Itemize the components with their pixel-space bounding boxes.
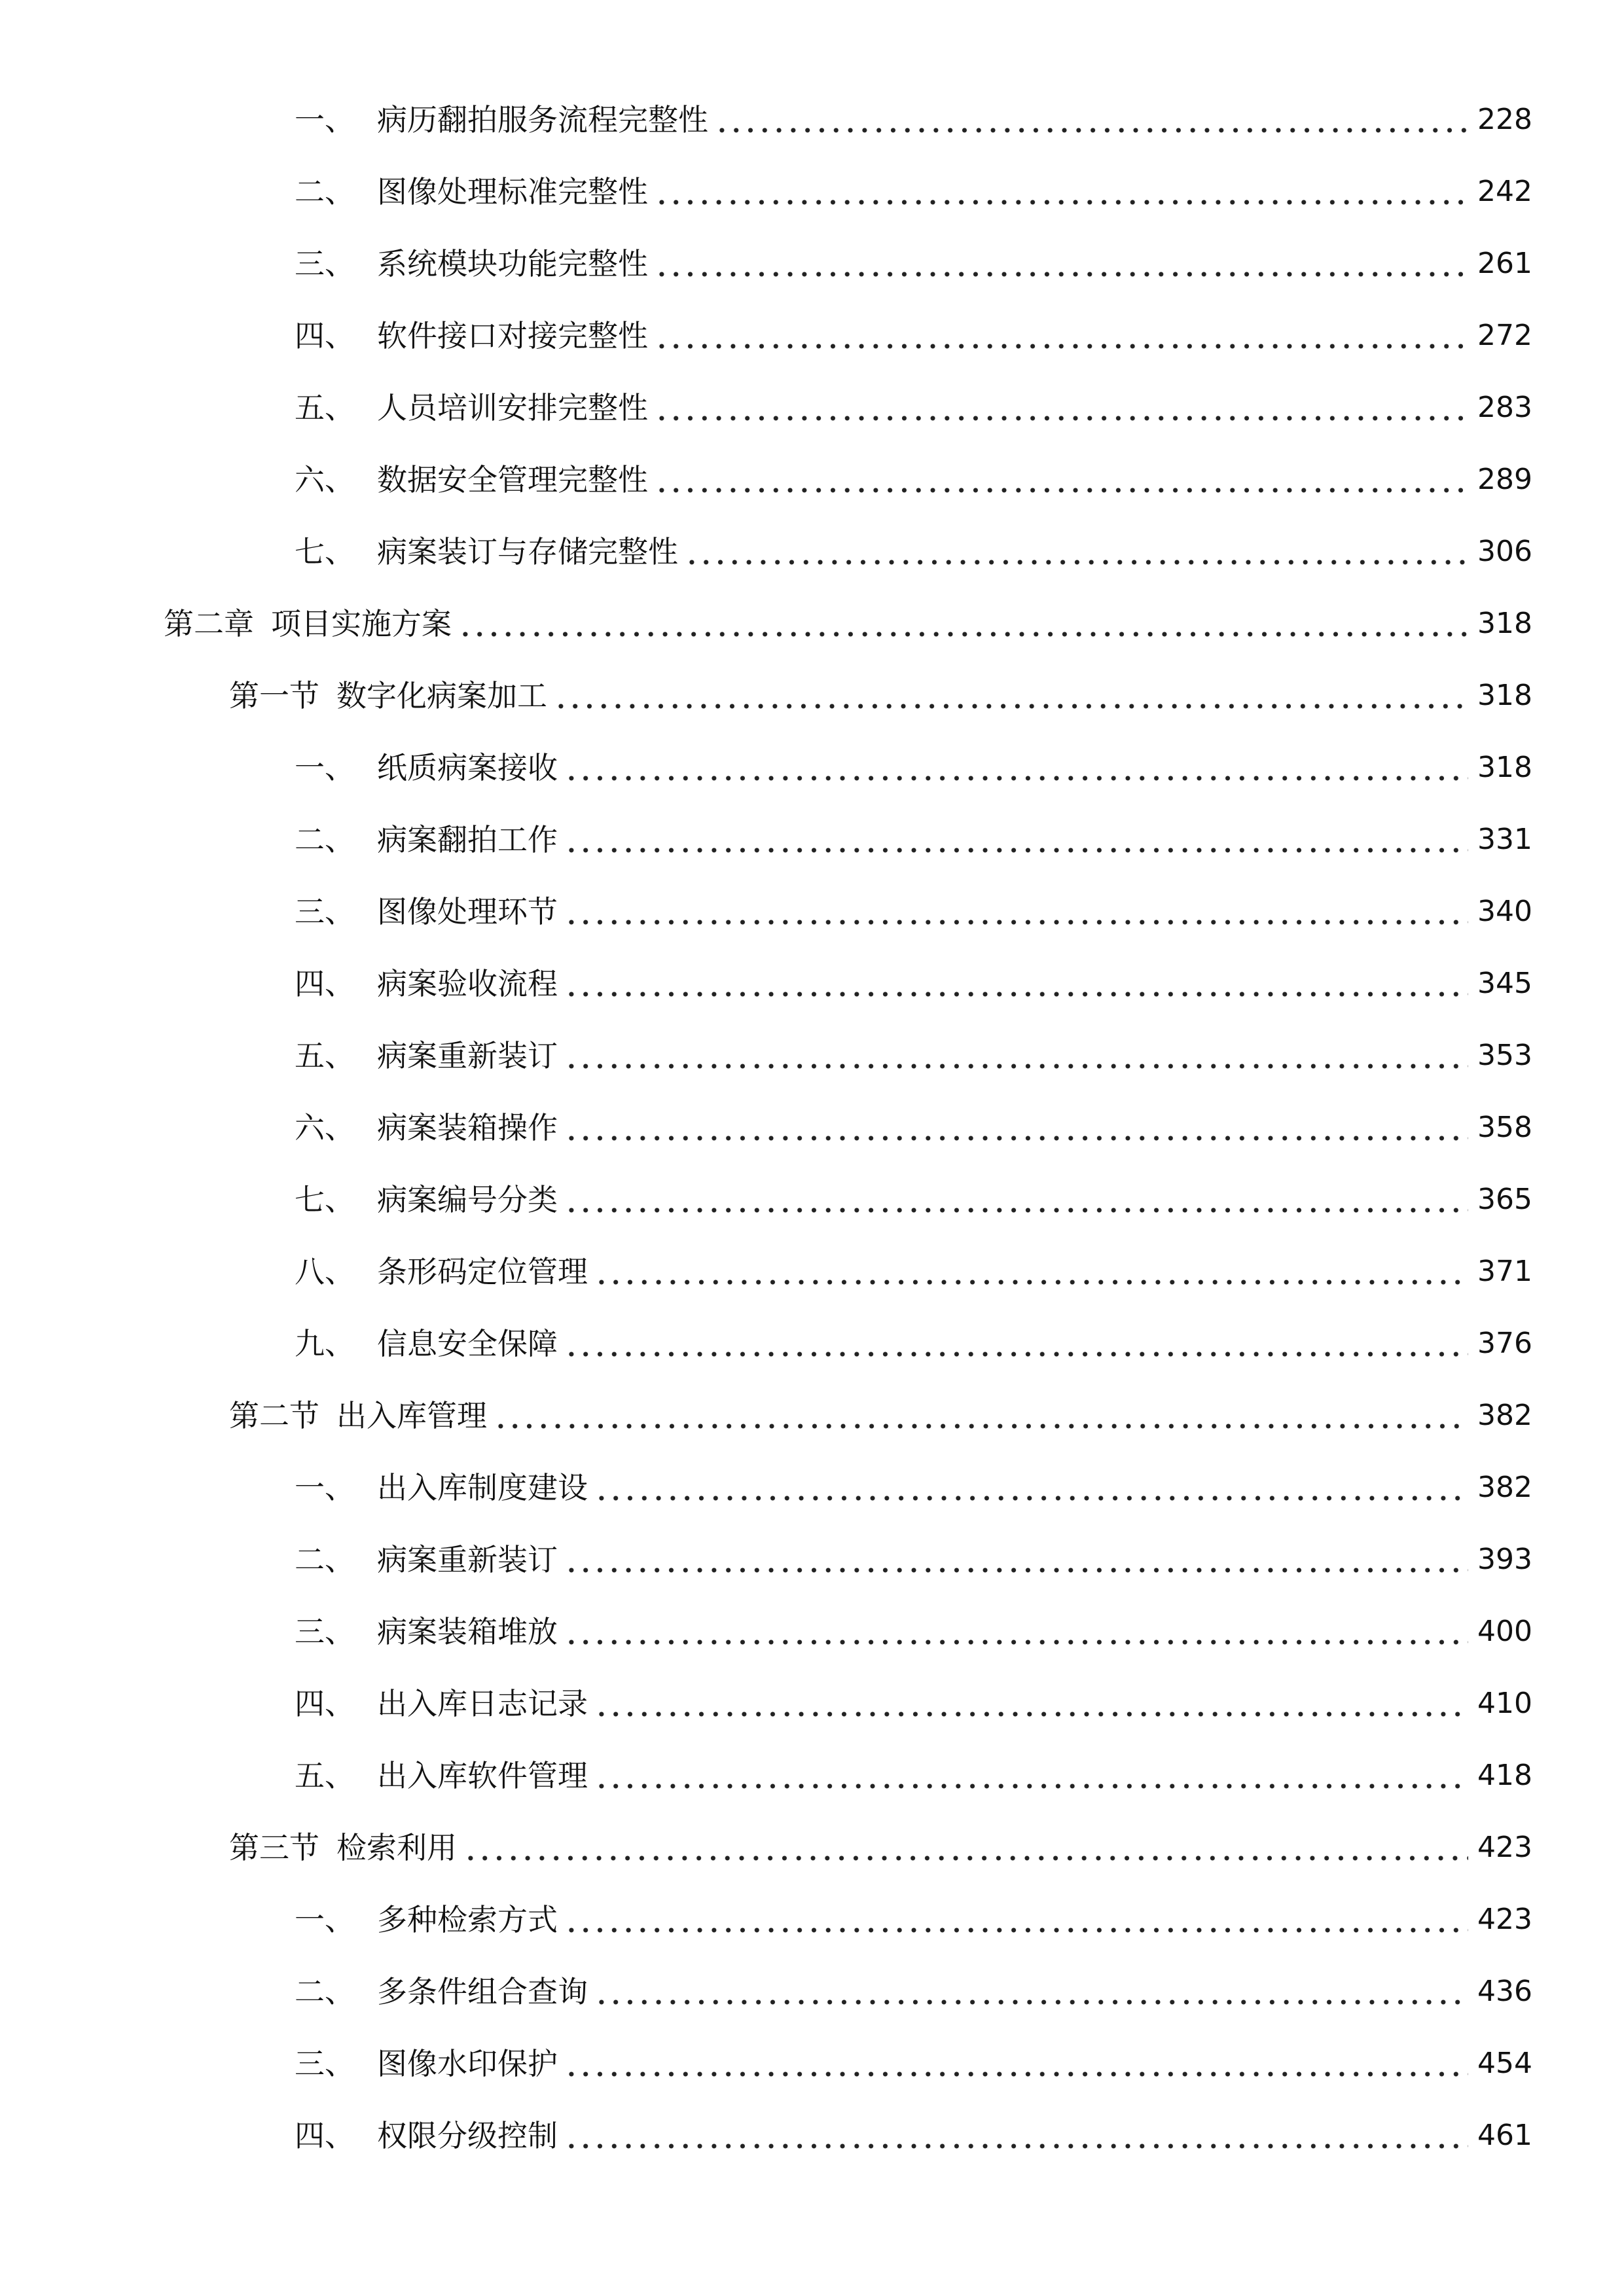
dot-leader xyxy=(715,84,1468,156)
toc-entry-line xyxy=(295,84,1532,156)
toc-entry-line xyxy=(295,1236,1532,1308)
toc-entry-line xyxy=(295,300,1532,372)
toc-entry-line xyxy=(295,804,1532,876)
toc-entry-page-number: 358 xyxy=(1477,1111,1532,1144)
toc-item-entry[interactable] xyxy=(0,1524,1624,1596)
toc-entry-line xyxy=(295,1020,1532,1092)
toc-entry-number: 二、 xyxy=(295,1542,355,1577)
toc-entry-page-number: 318 xyxy=(1477,607,1532,640)
dot-leader xyxy=(564,948,1468,1020)
dot-leader xyxy=(655,372,1468,444)
dot-leader xyxy=(685,516,1468,588)
toc-entry-title: 多种检索方式 xyxy=(377,1902,558,1937)
toc-entry-line xyxy=(295,156,1532,228)
dot-leader xyxy=(564,732,1468,804)
toc-entry-page-number: 353 xyxy=(1477,1039,1532,1072)
toc-entry-line xyxy=(295,228,1532,300)
toc-item-entry[interactable] xyxy=(0,1308,1624,1380)
toc-entry-page-number: 340 xyxy=(1477,895,1532,928)
toc-item-entry[interactable] xyxy=(0,1956,1624,2028)
toc-item-entry[interactable] xyxy=(0,2100,1624,2172)
toc-item-entry[interactable] xyxy=(0,876,1624,948)
toc-entry-line xyxy=(164,588,1532,660)
toc-item-entry[interactable] xyxy=(0,1092,1624,1164)
toc-entry-line xyxy=(295,876,1532,948)
toc-entry-title: 项目实施方案 xyxy=(271,606,452,641)
toc-entry-title: 数据安全管理完整性 xyxy=(377,462,648,497)
toc-entry-title: 病历翻拍服务流程完整性 xyxy=(377,102,708,137)
toc-entry-title: 病案装订与存储完整性 xyxy=(377,534,678,569)
toc-item-entry[interactable] xyxy=(0,84,1624,156)
toc-entry-page-number: 423 xyxy=(1477,1903,1532,1936)
toc-entry-title: 出入库日志记录 xyxy=(377,1686,588,1721)
toc-entry-page-number: 376 xyxy=(1477,1327,1532,1360)
toc-entry-line xyxy=(295,2100,1532,2172)
toc-entry-line xyxy=(295,1308,1532,1380)
toc-item-entry[interactable] xyxy=(0,1740,1624,1812)
dot-leader xyxy=(594,1668,1468,1740)
toc-item-entry[interactable] xyxy=(0,1236,1624,1308)
toc-entry-line xyxy=(295,1524,1532,1596)
toc-entry-page-number: 454 xyxy=(1477,2047,1532,2080)
toc-section-entry[interactable] xyxy=(0,660,1624,732)
toc-entry-number: 三、 xyxy=(295,1614,355,1649)
toc-entry-page-number: 242 xyxy=(1477,175,1532,208)
toc-entry-number: 二、 xyxy=(295,174,355,209)
dot-leader xyxy=(564,1884,1468,1956)
toc-entry-title: 权限分级控制 xyxy=(377,2118,558,2153)
toc-entry-page-number: 365 xyxy=(1477,1183,1532,1216)
toc-entry-number: 一、 xyxy=(295,1902,355,1937)
toc-item-entry[interactable] xyxy=(0,1884,1624,1956)
toc-entry-number: 三、 xyxy=(295,2046,355,2081)
dot-leader xyxy=(564,1596,1468,1668)
toc-item-entry[interactable] xyxy=(0,300,1624,372)
dot-leader xyxy=(564,1524,1468,1596)
toc-entry-title: 纸质病案接收 xyxy=(377,750,558,785)
toc-entry-title: 条形码定位管理 xyxy=(377,1254,588,1289)
toc-entry-number: 五、 xyxy=(295,1758,355,1793)
toc-entry-line xyxy=(295,1596,1532,1668)
toc-entry-number: 一、 xyxy=(295,750,355,785)
dot-leader xyxy=(594,1452,1468,1524)
toc-entry-page-number: 261 xyxy=(1477,247,1532,280)
toc-entry-number: 六、 xyxy=(295,1110,355,1145)
dot-leader xyxy=(463,1812,1468,1884)
toc-entry-page-number: 461 xyxy=(1477,2119,1532,2152)
toc-item-entry[interactable] xyxy=(0,1668,1624,1740)
toc-entry-title: 系统模块功能完整性 xyxy=(377,246,648,281)
toc-item-entry[interactable] xyxy=(0,1164,1624,1236)
toc-entry-page-number: 283 xyxy=(1477,391,1532,424)
dot-leader xyxy=(494,1380,1468,1452)
dot-leader xyxy=(564,804,1468,876)
toc-entry-page-number: 382 xyxy=(1477,1399,1532,1432)
toc-entry-title: 图像水印保护 xyxy=(377,2046,558,2081)
toc-entry-title: 出入库管理 xyxy=(336,1398,487,1433)
toc-entry-title: 病案验收流程 xyxy=(377,966,558,1001)
toc-item-entry[interactable] xyxy=(0,804,1624,876)
dot-leader xyxy=(594,1740,1468,1812)
toc-entry-number: 八、 xyxy=(295,1254,355,1289)
toc-entry-page-number: 410 xyxy=(1477,1687,1532,1720)
dot-leader xyxy=(655,444,1468,516)
toc-item-entry[interactable] xyxy=(0,1020,1624,1092)
toc-entry-title: 数字化病案加工 xyxy=(336,678,547,713)
toc-item-entry[interactable] xyxy=(0,948,1624,1020)
dot-leader xyxy=(594,1236,1468,1308)
toc-entry-page-number: 436 xyxy=(1477,1975,1532,2008)
toc-entry-line xyxy=(295,2028,1532,2100)
toc-entry-title: 病案重新装订 xyxy=(377,1038,558,1073)
toc-item-entry[interactable] xyxy=(0,228,1624,300)
toc-item-entry[interactable] xyxy=(0,156,1624,228)
toc-entry-line xyxy=(295,1164,1532,1236)
toc-entry-page-number: 289 xyxy=(1477,463,1532,496)
toc-entry-page-number: 318 xyxy=(1477,679,1532,712)
toc-entry-number: 三、 xyxy=(295,246,355,281)
toc-entry-line xyxy=(295,1092,1532,1164)
toc-entry-line xyxy=(295,1956,1532,2028)
toc-entry-page-number: 418 xyxy=(1477,1759,1532,1792)
dot-leader xyxy=(458,588,1468,660)
toc-entry-line xyxy=(295,1740,1532,1812)
dot-leader xyxy=(655,156,1468,228)
toc-entry-page-number: 400 xyxy=(1477,1615,1532,1648)
toc-entry-title: 病案装箱堆放 xyxy=(377,1614,558,1649)
toc-entry-number: 第二章 xyxy=(164,606,254,641)
dot-leader xyxy=(564,2100,1468,2172)
toc-entry-title: 图像处理环节 xyxy=(377,894,558,929)
toc-entry-number: 七、 xyxy=(295,534,355,569)
toc-item-entry[interactable] xyxy=(0,516,1624,588)
toc-entry-number: 四、 xyxy=(295,1686,355,1721)
toc-item-entry[interactable] xyxy=(0,372,1624,444)
toc-entry-title: 病案翻拍工作 xyxy=(377,822,558,857)
toc-entry-line xyxy=(295,1884,1532,1956)
toc-entry-page-number: 393 xyxy=(1477,1543,1532,1576)
toc-item-entry[interactable] xyxy=(0,732,1624,804)
toc-entry-number: 第一节 xyxy=(229,678,319,713)
dot-leader xyxy=(655,300,1468,372)
table-of-contents xyxy=(0,84,1624,2172)
toc-entry-number: 九、 xyxy=(295,1326,355,1361)
toc-entry-line xyxy=(229,1812,1532,1884)
dot-leader xyxy=(564,1092,1468,1164)
toc-entry-title: 病案编号分类 xyxy=(377,1182,558,1217)
toc-item-entry[interactable] xyxy=(0,2028,1624,2100)
toc-item-entry[interactable] xyxy=(0,1596,1624,1668)
toc-entry-title: 软件接口对接完整性 xyxy=(377,318,648,353)
toc-entry-number: 五、 xyxy=(295,390,355,425)
dot-leader xyxy=(655,228,1468,300)
toc-entry-line xyxy=(295,1668,1532,1740)
toc-entry-number: 四、 xyxy=(295,2118,355,2153)
toc-section-entry[interactable] xyxy=(0,1812,1624,1884)
dot-leader xyxy=(564,1164,1468,1236)
toc-chapter-entry[interactable] xyxy=(0,588,1624,660)
toc-entry-number: 五、 xyxy=(295,1038,355,1073)
toc-entry-number: 四、 xyxy=(295,318,355,353)
toc-entry-title: 病案装箱操作 xyxy=(377,1110,558,1145)
toc-entry-page-number: 318 xyxy=(1477,751,1532,784)
toc-entry-page-number: 345 xyxy=(1477,967,1532,1000)
toc-entry-number: 一、 xyxy=(295,102,355,137)
toc-entry-number: 二、 xyxy=(295,1974,355,2009)
toc-entry-number: 七、 xyxy=(295,1182,355,1217)
toc-entry-line xyxy=(295,732,1532,804)
dot-leader xyxy=(594,1956,1468,2028)
toc-entry-number: 第三节 xyxy=(229,1830,319,1865)
toc-entry-line xyxy=(229,660,1532,732)
toc-item-entry[interactable] xyxy=(0,1452,1624,1524)
toc-entry-title: 图像处理标准完整性 xyxy=(377,174,648,209)
dot-leader xyxy=(564,876,1468,948)
toc-entry-line xyxy=(295,444,1532,516)
toc-entry-title: 出入库软件管理 xyxy=(377,1758,588,1793)
toc-entry-number: 一、 xyxy=(295,1470,355,1505)
toc-entry-line xyxy=(295,1452,1532,1524)
toc-entry-title: 出入库制度建设 xyxy=(377,1470,588,1505)
toc-entry-page-number: 228 xyxy=(1477,103,1532,136)
dot-leader xyxy=(554,660,1468,732)
toc-entry-line xyxy=(229,1380,1532,1452)
toc-section-entry[interactable] xyxy=(0,1380,1624,1452)
toc-entry-title: 人员培训安排完整性 xyxy=(377,390,648,425)
toc-entry-line xyxy=(295,372,1532,444)
toc-entry-line xyxy=(295,948,1532,1020)
toc-entry-page-number: 382 xyxy=(1477,1471,1532,1504)
toc-entry-number: 六、 xyxy=(295,462,355,497)
toc-entry-number: 三、 xyxy=(295,894,355,929)
toc-entry-page-number: 371 xyxy=(1477,1255,1532,1288)
toc-entry-page-number: 306 xyxy=(1477,535,1532,568)
toc-entry-title: 病案重新装订 xyxy=(377,1542,558,1577)
toc-entry-line xyxy=(295,516,1532,588)
toc-entry-title: 多条件组合查询 xyxy=(377,1974,588,2009)
toc-entry-page-number: 423 xyxy=(1477,1831,1532,1864)
toc-entry-page-number: 331 xyxy=(1477,823,1532,856)
toc-entry-title: 检索利用 xyxy=(336,1830,457,1865)
toc-item-entry[interactable] xyxy=(0,444,1624,516)
toc-entry-page-number: 272 xyxy=(1477,319,1532,352)
toc-entry-title: 信息安全保障 xyxy=(377,1326,558,1361)
toc-entry-number: 二、 xyxy=(295,822,355,857)
toc-entry-number: 第二节 xyxy=(229,1398,319,1433)
dot-leader xyxy=(564,1020,1468,1092)
toc-entry-number: 四、 xyxy=(295,966,355,1001)
dot-leader xyxy=(564,1308,1468,1380)
dot-leader xyxy=(564,2028,1468,2100)
